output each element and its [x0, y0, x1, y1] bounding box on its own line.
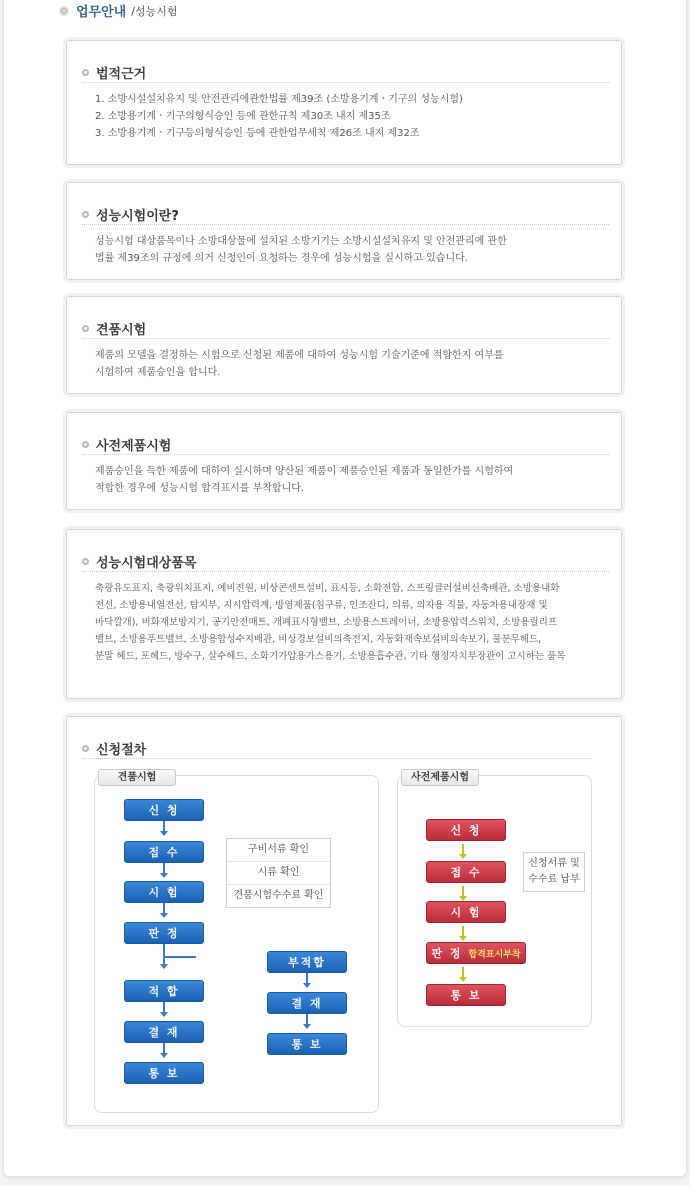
paragraph-line: 제품의 모델을 결정하는 시험으로 신청된 제품에 대하여 성능시험 기술기준에 적합한지 여부를	[95, 350, 504, 361]
pre-flow	[397, 772, 592, 1027]
flow-step: 접 수	[426, 861, 506, 883]
section-pre	[66, 412, 622, 510]
section-procedure	[66, 716, 622, 1126]
flow-step: 신 청	[124, 799, 204, 821]
section-what	[66, 182, 622, 280]
arrow-down-icon	[163, 1043, 165, 1055]
flow-step: 통 보	[426, 984, 506, 1006]
flow-step: 통 보	[124, 1062, 204, 1084]
flow-step: 시 험	[124, 881, 204, 903]
section-title-text: 법적근거	[96, 67, 147, 82]
bullet-icon	[82, 325, 89, 332]
flow-step-label: 판 정	[431, 947, 463, 960]
flow-step: 접 수	[124, 841, 204, 863]
breadcrumb-main[interactable]: 업무안내	[76, 5, 127, 20]
content-page	[3, 0, 687, 1177]
breadcrumb-sub: /성능시험	[131, 4, 178, 18]
divider	[82, 338, 609, 339]
paragraph-line: 성능시험 대상품목이나 소방대상물에 설치된 소방기기는 소방시설설치유지 및 안전관리에 관한	[95, 236, 507, 247]
flow-step-judgement	[426, 942, 526, 964]
arrow-down-icon	[163, 863, 165, 875]
bullet-icon	[82, 558, 89, 565]
section-sample	[66, 296, 622, 394]
section-targets-body	[95, 580, 609, 665]
flow-step: 신 청	[426, 819, 506, 841]
paragraph-line: 축광유도표지, 축광위치표지, 예비전원, 비상콘센트설비, 표시등, 소화전함, 스프링클러설비신축배관, 소방용내화	[95, 583, 560, 594]
arrow-down-icon	[163, 821, 165, 833]
sample-notes	[226, 838, 331, 908]
section-targets-title	[82, 552, 196, 571]
sample-flow	[94, 772, 379, 1113]
section-pre-title	[82, 435, 171, 454]
bullet-icon	[59, 6, 69, 16]
arrow-down-icon	[462, 967, 464, 979]
divider	[82, 224, 609, 225]
arrow-down-icon	[306, 973, 308, 985]
note-item: 시류 확인	[227, 862, 330, 885]
arrow-down-icon	[163, 903, 165, 915]
paragraph-line: 분말 헤드, 포헤드, 방수구, 살수헤드, 소화기가압용가스용기, 소방용흡수관, 기타 행정자치부장관이 고시하는 품목	[95, 651, 566, 662]
divider	[82, 758, 591, 759]
flow-step: 적 합	[124, 980, 204, 1002]
sample-flow-tab: 견품시험	[98, 769, 176, 786]
paragraph-line: 적합한 경우에 성능시험 합격표시를 부착합니다.	[95, 483, 305, 494]
divider	[82, 454, 609, 455]
note-item: 신청서류 및	[528, 858, 580, 869]
arrow-down-icon	[462, 886, 464, 898]
note-item: 견품시험수수료 확인	[233, 890, 324, 901]
flow-step: 통 보	[267, 1033, 347, 1055]
flow-step: 판 정	[124, 922, 204, 944]
list-item: 1. 소방시설설치유지 및 안전관리에관한법률 제39조 (소방용기계ㆍ기구의 성능시험)	[95, 94, 463, 105]
list-item: 3. 소방용기계ㆍ기구등의형식승인 등에 관한업무세칙 제26조 내지 제32조	[95, 128, 420, 139]
section-title-text: 성능시험대상품목	[96, 556, 197, 571]
section-targets	[66, 529, 622, 699]
pre-flow-tab: 사전제품시험	[401, 769, 479, 786]
paragraph-line: 전선, 소방용내열전선, 탐지부, 지시압력계, 방염제품(침구류, 인조잔디, 의류, 의자용 직물, 자동차용내장재 및	[95, 600, 548, 611]
arrow-down-icon	[306, 1014, 308, 1026]
pre-notes	[523, 852, 585, 892]
section-pre-body	[95, 463, 609, 497]
list-item: 2. 소방용기계ㆍ기구의형식승인 등에 관한규칙 제30조 내지 제35조	[95, 111, 391, 122]
arrow-down-icon	[163, 944, 165, 966]
section-legal	[66, 40, 622, 165]
section-title-text: 사전제품시험	[96, 439, 172, 454]
note-item: 구비서류 확인	[227, 839, 330, 862]
bullet-icon	[82, 211, 89, 218]
section-legal-title	[82, 63, 146, 82]
note-item: 수수료 납부	[528, 874, 580, 885]
pass-mark-label: 합격표시부착	[468, 950, 521, 960]
arrow-down-icon	[462, 926, 464, 938]
divider	[82, 82, 609, 83]
flow-step: 부적합	[267, 951, 347, 973]
section-legal-body	[95, 91, 609, 142]
divider	[82, 571, 609, 572]
connector-line	[164, 956, 196, 958]
paragraph-line: 제품승인을 득한 제품에 대하여 실시하며 양산된 제품이 제품승인된 제품과 동일한가를 시험하여	[95, 466, 514, 477]
paragraph-line: 밸브, 소방용푸트밸브, 소방용합성수지배관, 비상경보설비의축전지, 자동화재속보설비의속보기, 물분무헤드,	[95, 634, 542, 645]
section-sample-title	[82, 319, 146, 338]
flow-step: 결 재	[267, 992, 347, 1014]
section-what-title	[82, 205, 179, 224]
section-what-body	[95, 233, 609, 267]
section-title-text: 신청절차	[96, 743, 147, 758]
section-title-text: 성능시험이란?	[96, 209, 179, 224]
flow-step: 결 재	[124, 1021, 204, 1043]
section-sample-body	[95, 347, 609, 381]
arrow-down-icon	[163, 1002, 165, 1014]
breadcrumb	[59, 1, 177, 20]
bullet-icon	[82, 69, 89, 76]
section-procedure-title	[82, 739, 146, 758]
arrow-down-icon	[462, 844, 464, 856]
paragraph-line: 법률 제39조의 규정에 의거 신청인이 요청하는 경우에 성능시험을 실시하고 있습니다.	[95, 253, 468, 264]
section-title-text: 견품시험	[96, 323, 147, 338]
bullet-icon	[82, 441, 89, 448]
paragraph-line: 시험하여 제품승인을 합니다.	[95, 367, 221, 378]
paragraph-line: 바닥깔개), 비화재보방지기, 공기안전매트, 개폐표시형밸브, 소방용스트레이너, 소방용압력스위치, 소방용릴리프	[95, 617, 558, 628]
flow-step: 시 험	[426, 901, 506, 923]
bullet-icon	[82, 745, 89, 752]
